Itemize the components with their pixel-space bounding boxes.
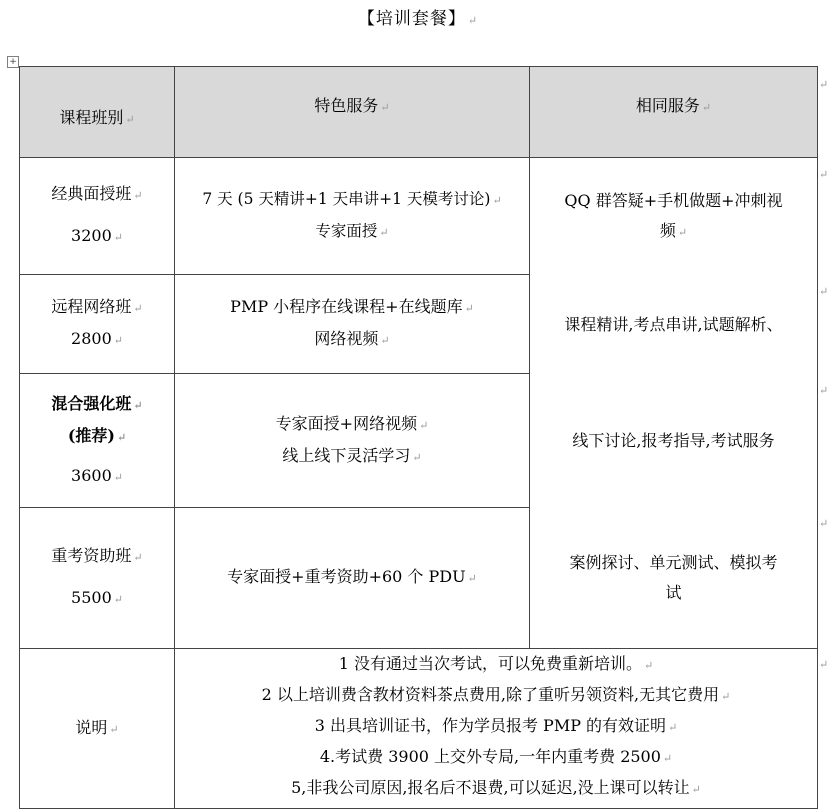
course-name: 混合强化班 ↵ xyxy=(51,393,143,413)
course-class-cell xyxy=(20,158,175,275)
row-end-mark-icon: ↵ xyxy=(819,285,829,298)
course-price: 3200 ↵ xyxy=(71,226,123,246)
course-name-note: (推荐) ↵ xyxy=(67,425,127,445)
title-text: 【培训套餐】 xyxy=(357,9,466,29)
feature-line: 专家面授+重考资助+60 个 PDU ↵ xyxy=(227,566,477,586)
special-services-cell xyxy=(175,275,530,374)
table-move-handle-icon[interactable]: + xyxy=(7,56,19,68)
header-special-services: 特色服务 ↵ xyxy=(175,67,530,158)
common-services-block-3: 线下讨论,报考指导,考试服务 xyxy=(572,430,775,450)
page-title xyxy=(0,4,836,29)
course-price: 2800 ↵ xyxy=(71,329,123,349)
special-services-cell xyxy=(175,374,530,507)
feature-line: 专家面授 ↵ xyxy=(315,222,389,241)
row-end-mark-icon: ↵ xyxy=(819,517,829,530)
table-header-row xyxy=(20,67,818,158)
course-price: 5500 ↵ xyxy=(71,587,123,607)
note-item: 3 出具培训证书，作为学员报考 PMP 的有效证明 ↵ xyxy=(314,716,678,735)
feature-line: 线上线下灵活学习 ↵ xyxy=(282,445,422,465)
course-name: 远程网络班 ↵ xyxy=(51,297,143,317)
note-item: 1 没有通过当次考试，可以免费重新培训。 ↵ xyxy=(338,654,654,673)
course-name: 重考资助班 ↵ xyxy=(51,545,143,565)
note-item: 2 以上培训费含教材资料茶点费用,除了重听另领资料,无其它费用 ↵ xyxy=(261,685,731,704)
header-common-services: 相同服务 ↵ xyxy=(530,67,818,158)
row-end-mark-icon: ↵ xyxy=(819,168,829,181)
course-class-cell xyxy=(20,374,175,507)
course-name: 经典面授班 ↵ xyxy=(51,184,143,204)
row-end-mark-icon: ↵ xyxy=(819,78,829,91)
row-end-mark-icon: ↵ xyxy=(819,384,829,397)
common-services-block-2: 课程精讲,考点串讲,试题解析、 xyxy=(564,314,783,334)
feature-line: 7 天 (5 天精讲+1 天串讲+1 天模考讨论) ↵ xyxy=(202,190,502,209)
table-row xyxy=(20,158,818,275)
course-class-cell xyxy=(20,507,175,648)
feature-line: PMP 小程序在线课程+在线题库 ↵ xyxy=(230,297,474,317)
note-item: 5,非我公司原因,报名后不退费,可以延迟,没上课可以转让 ↵ xyxy=(291,778,701,797)
special-services-cell xyxy=(175,507,530,648)
notes-label-cell: 说明 ↵ xyxy=(20,649,175,809)
paragraph-mark-icon: ↵ xyxy=(467,14,479,27)
course-price: 3600 ↵ xyxy=(71,465,123,485)
feature-line: 专家面授+网络视频 ↵ xyxy=(275,413,429,433)
row-end-mark-icon: ↵ xyxy=(819,658,829,671)
note-item: 4.考试费 3900 上交外专局,一年内重考费 2500 ↵ xyxy=(319,747,673,766)
special-services-cell xyxy=(175,158,530,275)
common-services-block-1: QQ 群答疑+手机做题+冲刺视 频 ↵ xyxy=(564,190,783,240)
common-services-cell xyxy=(530,158,818,649)
header-course-class: 课程班别 ↵ xyxy=(20,67,175,158)
common-services-block-4: 案例探讨、单元测试、模拟考 试 xyxy=(569,552,778,602)
feature-line: 网络视频 ↵ xyxy=(314,329,390,349)
course-class-cell xyxy=(20,275,175,374)
notes-row xyxy=(20,649,818,809)
training-package-table xyxy=(19,66,818,809)
notes-content-cell xyxy=(175,649,818,809)
